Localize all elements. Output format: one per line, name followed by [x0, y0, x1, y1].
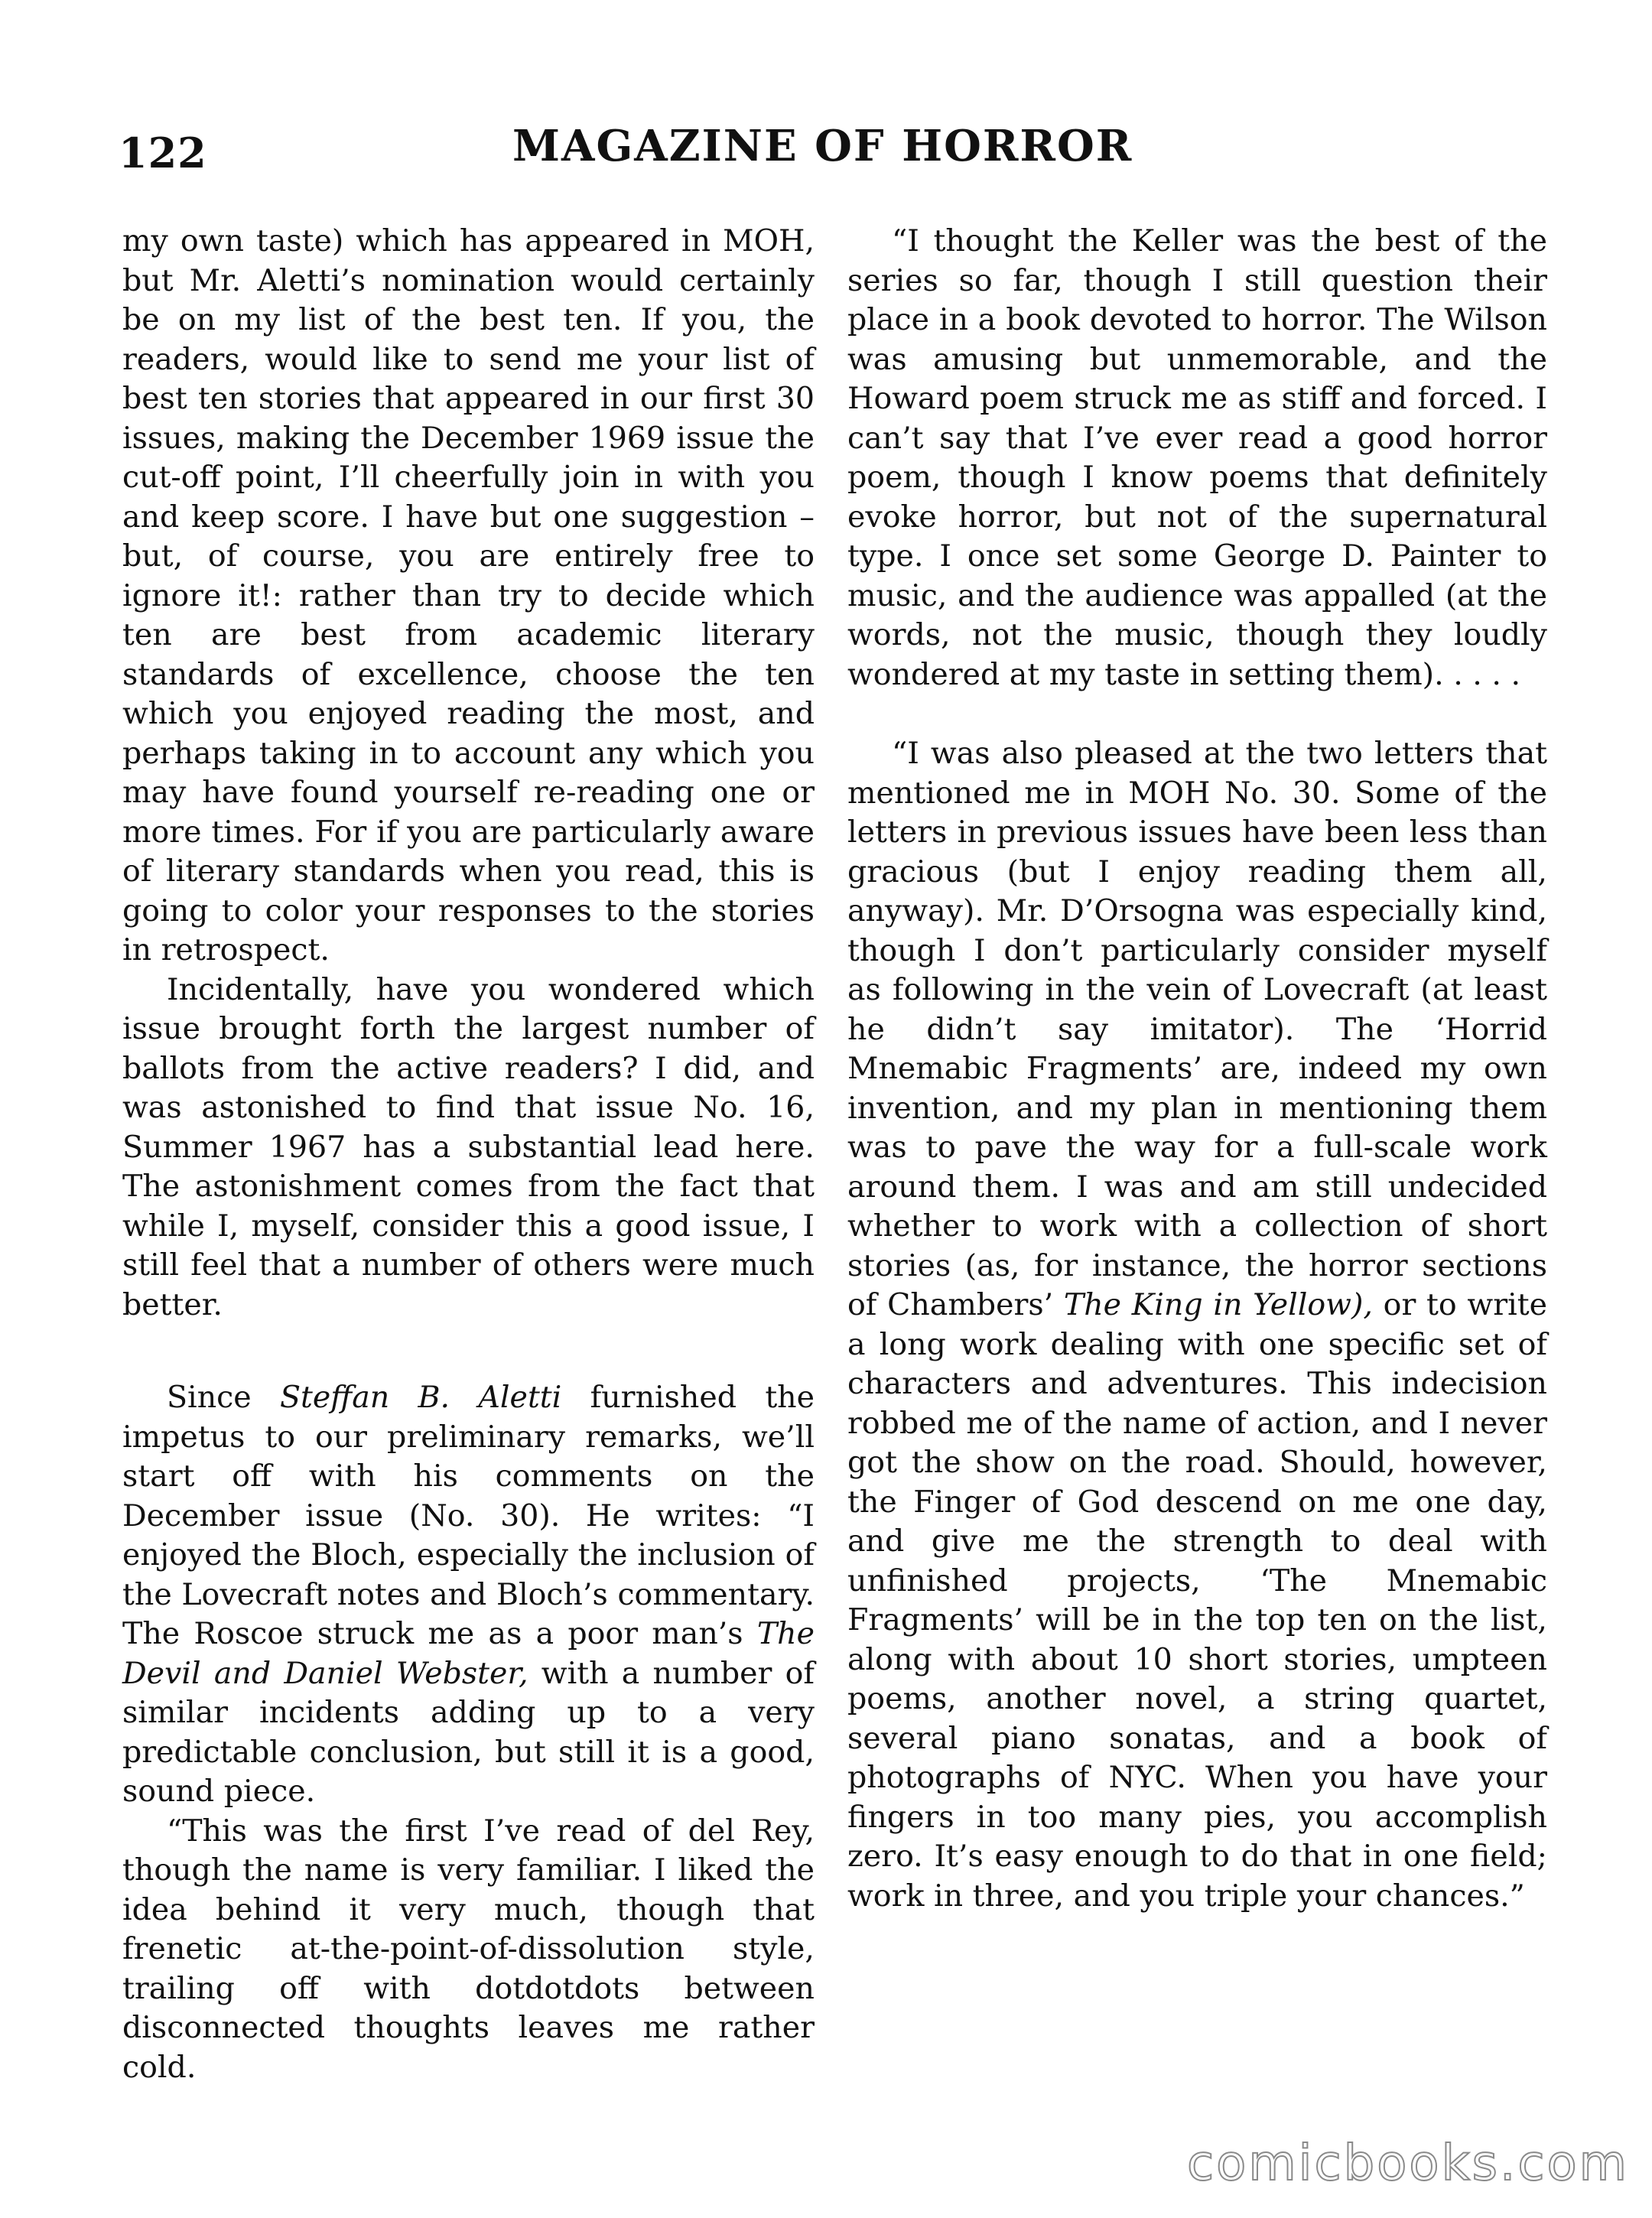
page-number: 122	[119, 128, 207, 177]
right-column	[847, 222, 1547, 1916]
italic-name: Steffan B. Aletti	[279, 1380, 562, 1415]
paragraph: my own taste) which has appeared in MOH, but Mr. Aletti’s nomination would certainly be on my list of the best ten. If you, the readers, would like to send me your list of best ten stories that appeared in our first 30 issues, making the December 1969 issue the cut-off point, I’ll cheerfully join in with you and keep score. I have but one suggestion – but, of course, you are entirely free to ignore it!: rather than try to decide which ten are best from academic literary standards of excellence, choose the ten which you enjoyed reading the most, and perhaps taking in to account any which you may have found yourself re-reading one or more times. For if you are particularly aware of literary standards when you read, this is going to color your responses to the stories in retrospect.	[122, 223, 815, 968]
italic-title: The Devil and Daniel Webster,	[122, 1616, 815, 1691]
paragraph: Incidentally, have you wondered which issue brought forth the largest number of ballots from the active readers? I did, and was astonished to find that issue No. 16, Summer 1967 has a substantial lead here. The astonishment comes from the fact that while I, myself, consider this a good issue, I still feel that a number of others were much better.	[122, 971, 815, 1322]
text-run: furnished the impetus to our preliminary remarks, we’ll start off with his comments on the December issue (No. 30). He writes: “I enjoyed the Bloch, especially the inclusion of the Lovecraft notes and Bloch’s commentary. The Roscoe struck me as a poor man’s	[122, 1380, 815, 1651]
paragraph: “This was the first I’ve read of del Rey, though the name is very familiar. I liked the idea behind it very much, though that frenetic at-the-point-of-dissolution style, trailing off with dotdotdots between disconnected thoughts leaves me rather cold.	[122, 1813, 815, 2085]
text-run: Since	[167, 1380, 280, 1415]
paragraph: “I thought the Keller was the best of the series so far, though I still question their place in a book devoted to horror. The Wilson was amusing but unmemorable, and the Howard poem struck me as stiff and forced. I can’t say that I’ve ever read a good horror poem, though I know poems that definitely evoke horror, but not of the supernatural type. I once set some George D. Painter to music, and the audience was appalled (at the words, not the music, though they loudly wondered at my taste in setting them). . . . .	[847, 223, 1547, 692]
page-title: MAGAZINE OF HORROR	[512, 121, 1133, 171]
text-run: or to write a long work dealing with one specific set of characters and adventures. This indecision robbed me of the name of action, and I never got the show on the road. Should, however, the Finger of God descend on me one day, and give me the strength to deal with unfinished projects, ‘The Mnemabic Fragments’ will be in the top ten on the list, along with about 10 short stories, umpteen poems, another novel, a string quartet, several piano sonatas, and a book of photographs of NYC. When you have your fingers in too many pies, you accomplish zero. It’s easy enough to do that in one field; work in three, and you triple your chances.”	[847, 1287, 1547, 1914]
paragraph	[122, 1378, 815, 1812]
paragraph	[847, 734, 1547, 1916]
text-run: with a number of similar incidents adding up to a very predictable conclusion, but still it is a good, sound piece.	[122, 1655, 815, 1809]
left-column	[122, 222, 815, 2087]
watermark: comicbooks.com	[1186, 2135, 1629, 2192]
italic-title: The King in Yellow),	[1063, 1287, 1373, 1322]
text-run: “I was also pleased at the two letters that mentioned me in MOH No. 30. Some of the letters in previous issues have been less than gracious (but I enjoy reading them all, anyway). Mr. D’Orsogna was especially kind, though I don’t particularly consider myself as following in the vein of Lovecraft (at least he didn’t say imitator). The ‘Horrid Mnemabic Fragments’ are, indeed my own invention, and my plan in mentioning them was to pave the way for a full-scale work around them. I was and am still undecided whether to work with a collection of short stories (as, for instance, the horror sections of Chambers’	[847, 736, 1547, 1322]
